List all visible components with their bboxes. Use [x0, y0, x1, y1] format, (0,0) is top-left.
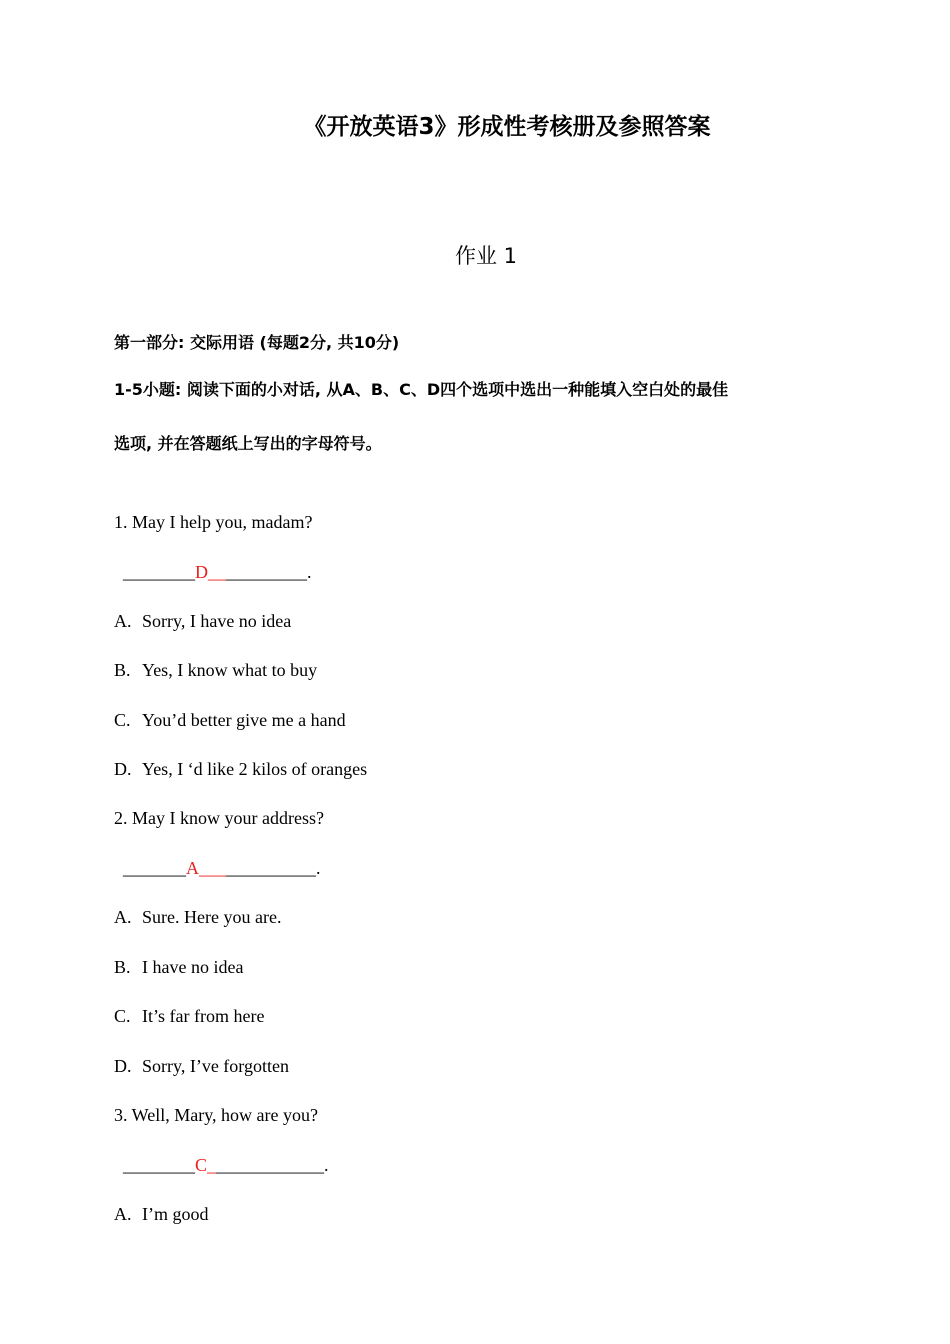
answer-blank: _________. [226, 562, 312, 582]
option-letter: C. [114, 1006, 131, 1026]
option-text: I’m good [142, 1204, 209, 1224]
homework-title: 作业 1 [454, 244, 518, 268]
question-3-answer-line [123, 1155, 329, 1176]
instruction-line-1: 1-5小题: 阅读下面的小对话, 从A、B、C、D四个选项中选出一种能填入空白处的最佳 [114, 380, 729, 399]
answer-blank: _______ [123, 858, 186, 878]
question-1-option-c [114, 710, 346, 731]
instruction-line-2: 选项, 并在答题纸上写出的字母符号。 [114, 434, 382, 453]
document-title: 《开放英语3》形成性考核册及参照答案 [303, 114, 711, 140]
option-text: I have no idea [142, 957, 244, 977]
question-1-answer-line [123, 562, 312, 583]
option-letter: D. [114, 1056, 132, 1076]
question-1-option-a [114, 611, 291, 632]
answer-letter: A___ [186, 858, 226, 878]
answer-blank: ____________. [216, 1155, 329, 1175]
answer-blank: ________ [123, 1155, 195, 1175]
question-1-prompt: 1. May I help you, madam? [114, 512, 313, 532]
option-letter: A. [114, 611, 132, 631]
section-heading: 第一部分: 交际用语 (每题2分, 共10分) [114, 333, 400, 352]
question-3-option-a [114, 1204, 209, 1225]
option-letter: A. [114, 907, 132, 927]
option-letter: D. [114, 759, 132, 779]
question-1-option-d [114, 759, 367, 780]
question-2-option-b [114, 957, 243, 978]
option-letter: A. [114, 1204, 132, 1224]
question-2-prompt: 2. May I know your address? [114, 808, 324, 828]
answer-blank: ________ [123, 562, 195, 582]
question-1-option-b [114, 660, 317, 681]
question-2-answer-line [123, 858, 321, 879]
answer-letter: C_ [195, 1155, 217, 1175]
question-2-option-a [114, 907, 281, 928]
answer-blank: __________. [226, 858, 321, 878]
option-text: Sure. Here you are. [142, 907, 282, 927]
option-text: You’d better give me a hand [142, 710, 346, 730]
option-letter: C. [114, 710, 131, 730]
option-text: Yes, I ‘d like 2 kilos of oranges [142, 759, 368, 779]
question-3-prompt: 3. Well, Mary, how are you? [114, 1105, 318, 1125]
option-text: Yes, I know what to buy [142, 660, 318, 680]
question-2-option-d [114, 1056, 289, 1077]
option-letter: B. [114, 660, 131, 680]
option-text: Sorry, I have no idea [142, 611, 292, 631]
answer-letter: D__ [195, 562, 226, 582]
option-letter: B. [114, 957, 131, 977]
question-2-option-c [114, 1006, 264, 1027]
option-text: It’s far from here [142, 1006, 265, 1026]
option-text: Sorry, I’ve forgotten [142, 1056, 289, 1076]
